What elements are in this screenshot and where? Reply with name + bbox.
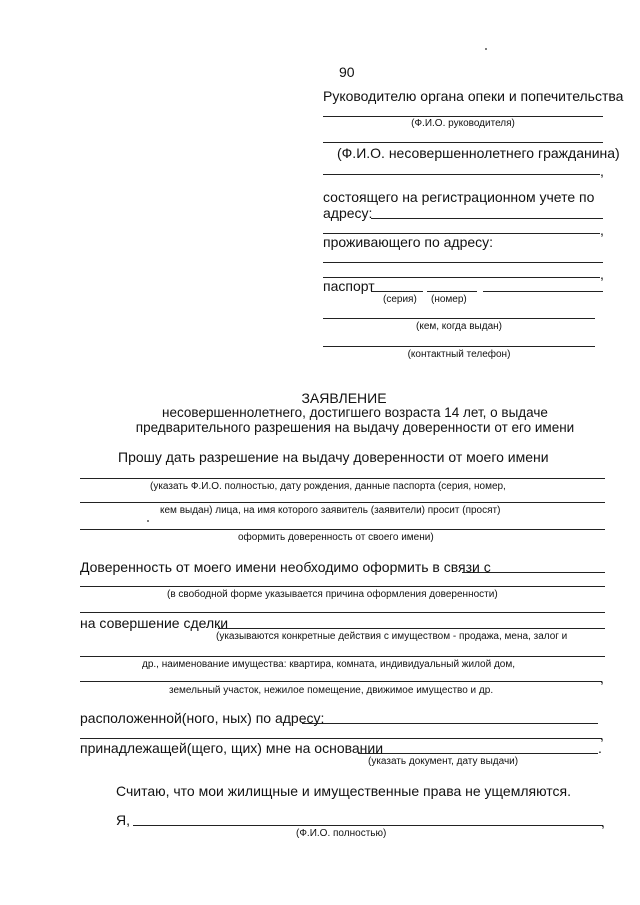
located-label: расположенной(ного, ных) по адресу: [80, 710, 325, 726]
located-line[interactable] [302, 723, 598, 724]
deal-top-line[interactable] [80, 612, 605, 613]
number-caption: (номер) [431, 294, 467, 305]
comma: , [601, 814, 605, 830]
passport-extra-line[interactable] [483, 291, 603, 292]
proxy-line-2[interactable] [80, 502, 605, 503]
proxy-caption-2: кем выдан) лица, на имя которого заявитель (заявители) просит (просят) [160, 505, 501, 516]
comma: , [600, 266, 604, 282]
reason-line-2[interactable] [80, 586, 605, 587]
minor-fio-caption: (Ф.И.О. несовершеннолетнего гражданина) [337, 145, 620, 161]
head-fio-line[interactable] [323, 116, 603, 117]
series-caption: (серия) [383, 294, 417, 305]
living-line-1[interactable] [323, 262, 603, 263]
comma: , [600, 670, 604, 686]
period: . [598, 740, 602, 756]
title-line-2: предварительного разрешения на выдачу доверенности от его имени [135, 420, 575, 435]
proxy-caption-1: (указать Ф.И.О. полностью, дату рождения, данные паспорта (серия, номер, [150, 481, 506, 492]
minor-fio-top-line[interactable] [323, 142, 603, 143]
comma: , [600, 222, 604, 238]
phone-caption: (контактный телефон) [407, 349, 511, 360]
belonging-line[interactable] [358, 753, 598, 754]
rights-statement: Считаю, что мои жилищные и имущественные права не ущемляются. [116, 783, 571, 799]
proxy-line-3[interactable] [80, 529, 605, 530]
passport-series-line[interactable] [371, 291, 423, 292]
page-number: 90 [339, 64, 355, 80]
request-text: Прошу дать разрешение на выдачу доверенности от моего имени [118, 449, 549, 465]
comma: , [600, 727, 604, 743]
address-label: адресу: [323, 205, 373, 221]
located-line-2[interactable] [80, 738, 602, 739]
minor-fio-line[interactable] [323, 174, 600, 175]
deal-caption-2: др., наименование имущества: квартира, комната, индивидуальный жилой дом, [142, 659, 516, 670]
deal-line-3[interactable] [80, 681, 602, 682]
deal-caption-3: земельный участок, нежилое помещение, движимое имущество и др. [169, 685, 494, 696]
proxy-line-1[interactable] [80, 478, 605, 479]
reason-label: Доверенность от моего имени необходимо оформить в связи с [80, 559, 491, 575]
proxy-caption-3: оформить доверенность от своего имени) [238, 532, 434, 543]
reason-line-1[interactable] [462, 572, 605, 573]
deal-line-2[interactable] [80, 656, 605, 657]
head-fio-caption: (Ф.И.О. руководителя) [411, 118, 515, 129]
issued-line[interactable] [323, 318, 595, 319]
scan-speck [485, 48, 487, 50]
i-label: Я, [116, 812, 130, 828]
address-line-1[interactable] [371, 218, 603, 219]
issued-caption: (кем, когда выдан) [416, 321, 502, 332]
addressee: Руководителю органа опеки и попечительства [323, 88, 624, 104]
passport-label: паспорт [323, 278, 375, 294]
belonging-label: принадлежащей(щего, щих) мне на основании [80, 740, 384, 756]
living-label: проживающего по адресу: [323, 234, 494, 250]
title-line-1: несовершеннолетнего, достигшего возраста 14 лет, о выдаче [162, 405, 548, 420]
reason-caption: (в свободной форме указывается причина оформления доверенности) [167, 589, 498, 600]
deal-label: на совершение сделки [80, 615, 229, 631]
comma: , [600, 163, 604, 179]
deal-line[interactable] [218, 628, 605, 629]
registered-label: состоящего на регистрационном учете по [323, 189, 595, 205]
document-title: ЗАЯВЛЕНИЕ [301, 390, 387, 406]
passport-number-line[interactable] [427, 291, 477, 292]
belonging-caption: (указать документ, дату выдачи) [368, 756, 519, 767]
phone-line[interactable] [323, 346, 595, 347]
scan-speck [147, 520, 149, 522]
deal-caption-1: (указываются конкретные действия с имуществом - продажа, мена, залог и [216, 631, 568, 642]
fio-full-caption: (Ф.И.О. полностью) [296, 828, 387, 839]
signatory-fio-line[interactable] [133, 825, 603, 826]
